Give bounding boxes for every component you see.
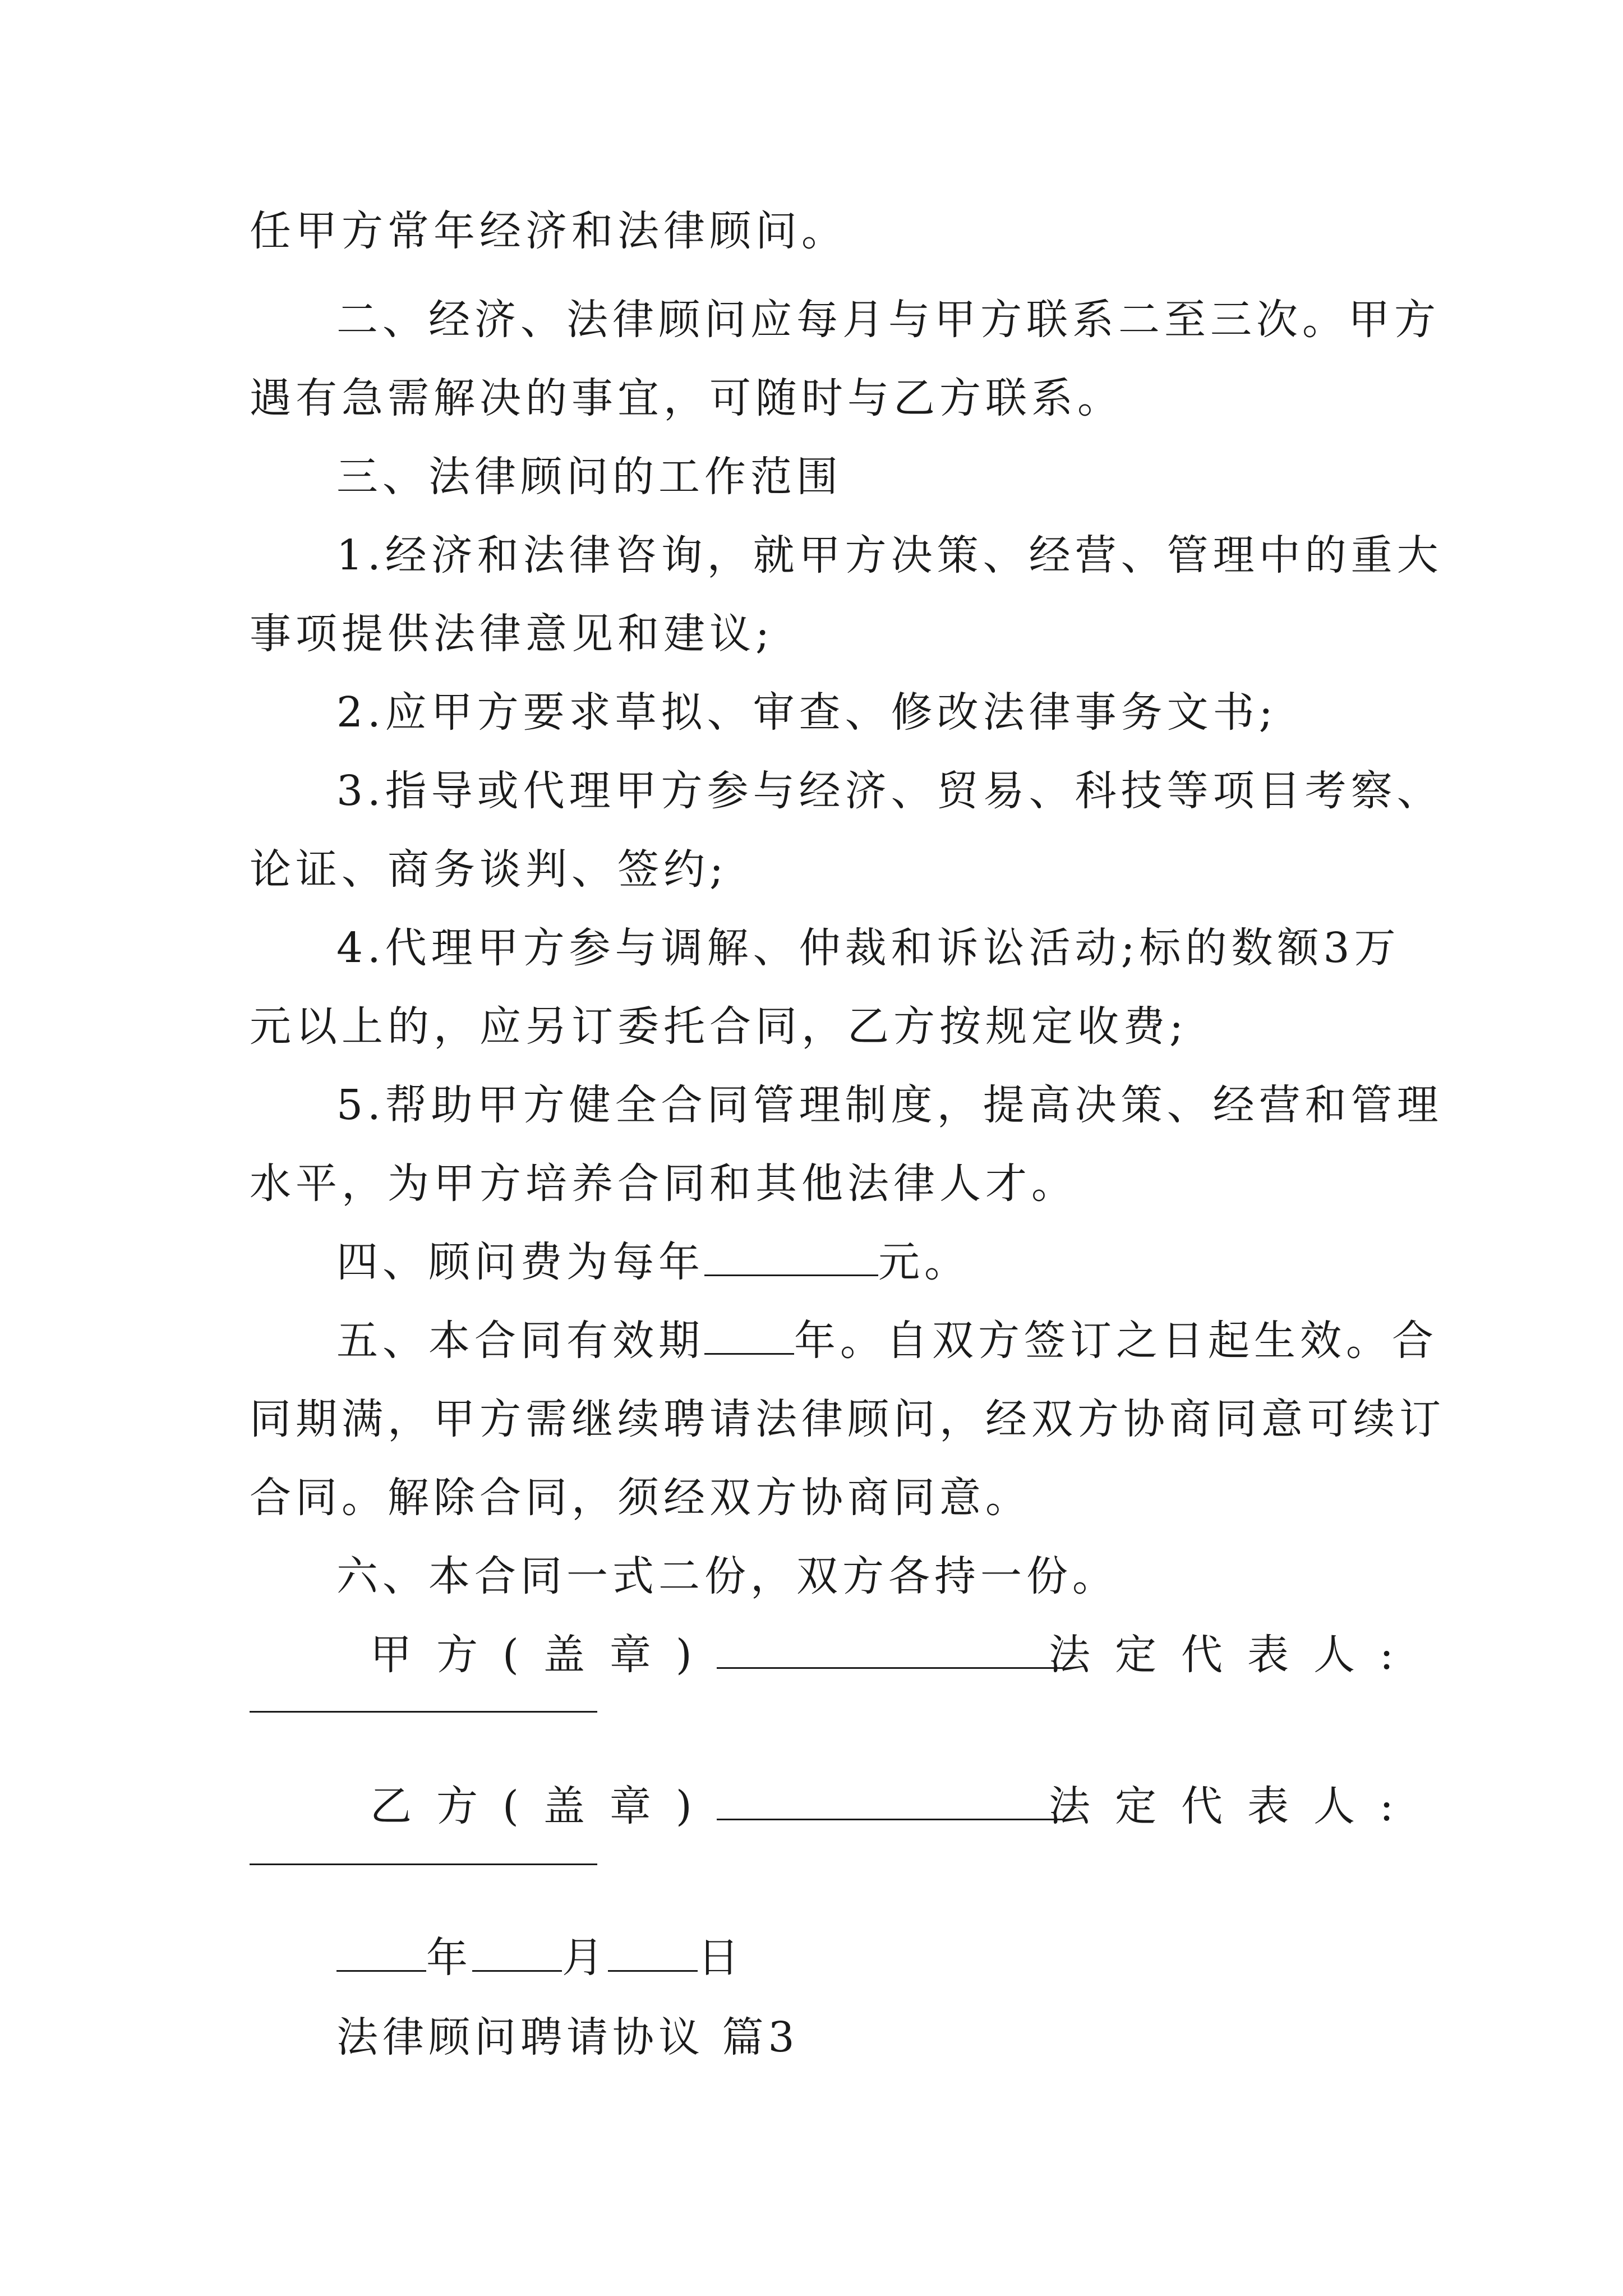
month-label: 月	[562, 1934, 608, 1982]
party-b-legal-rep-blank[interactable]	[250, 1864, 597, 1865]
clause-6: 六、本合同一式二份，双方各持一份。	[336, 1552, 1118, 1600]
party-b-signature	[370, 1778, 1064, 1834]
item-4: 4.代理甲方参与调解、仲裁和诉讼活动;标的数额3万	[336, 924, 1400, 972]
item-5: 5.帮助甲方健全合同管理制度，提高决策、经营和管理	[336, 1081, 1443, 1129]
term-label: 五、本合同有效期	[336, 1317, 704, 1365]
year-blank[interactable]	[336, 1931, 426, 1972]
clause-5	[336, 1313, 1438, 1369]
text-line: 同期满，甲方需继续聘请法律顾问，经双方协商同意可续订	[250, 1395, 1445, 1443]
party-a-legal-rep-label: 法定代表人:	[1049, 1631, 1418, 1679]
clause-2: 二、经济、法律顾问应每月与甲方联系二至三次。甲方	[336, 296, 1440, 344]
party-a-seal-blank[interactable]	[717, 1628, 1064, 1669]
text-line: 任甲方常年经济和法律顾问。	[250, 207, 847, 255]
clause-4	[336, 1234, 970, 1290]
fee-label: 四、顾问费为每年	[336, 1238, 704, 1286]
month-blank[interactable]	[472, 1931, 562, 1972]
fee-unit: 元。	[878, 1238, 970, 1286]
item-3: 3.指导或代理甲方参与经济、贸易、科技等项目考察、	[336, 767, 1443, 815]
text-line: 元以上的，应另订委托合同，乙方按规定收费;	[250, 1002, 1188, 1051]
fee-blank[interactable]	[704, 1235, 878, 1276]
party-a-legal-rep-blank[interactable]	[250, 1711, 597, 1713]
day-blank[interactable]	[608, 1931, 698, 1972]
party-a-signature	[370, 1627, 1064, 1683]
text-line: 合同。解除合同，须经双方协商同意。	[250, 1474, 1031, 1522]
text-line: 水平，为甲方培养合同和其他法律人才。	[250, 1159, 1077, 1208]
day-label: 日	[698, 1934, 744, 1982]
text-line: 论证、商务谈判、签约;	[250, 845, 728, 894]
year-label: 年	[426, 1934, 472, 1982]
clause-3-heading: 三、法律顾问的工作范围	[336, 453, 842, 501]
party-a-label: 甲方(盖章)	[370, 1631, 717, 1679]
text-line: 事项提供法律意见和建议;	[250, 610, 774, 658]
term-rest: 年。自双方签订之日起生效。合	[794, 1317, 1438, 1365]
next-section-heading: 法律顾问聘请协议 篇3	[336, 2013, 799, 2062]
date-line	[336, 1930, 744, 1986]
text-line: 遇有急需解决的事宜，可随时与乙方联系。	[250, 374, 1123, 422]
item-1: 1.经济和法律咨询，就甲方决策、经营、管理中的重大	[336, 531, 1443, 579]
party-b-seal-blank[interactable]	[717, 1779, 1064, 1820]
item-2: 2.应甲方要求草拟、审查、修改法律事务文书;	[336, 688, 1278, 737]
party-b-label: 乙方(盖章)	[370, 1782, 717, 1830]
term-blank[interactable]	[704, 1314, 794, 1355]
party-b-legal-rep-label: 法定代表人:	[1049, 1782, 1418, 1830]
